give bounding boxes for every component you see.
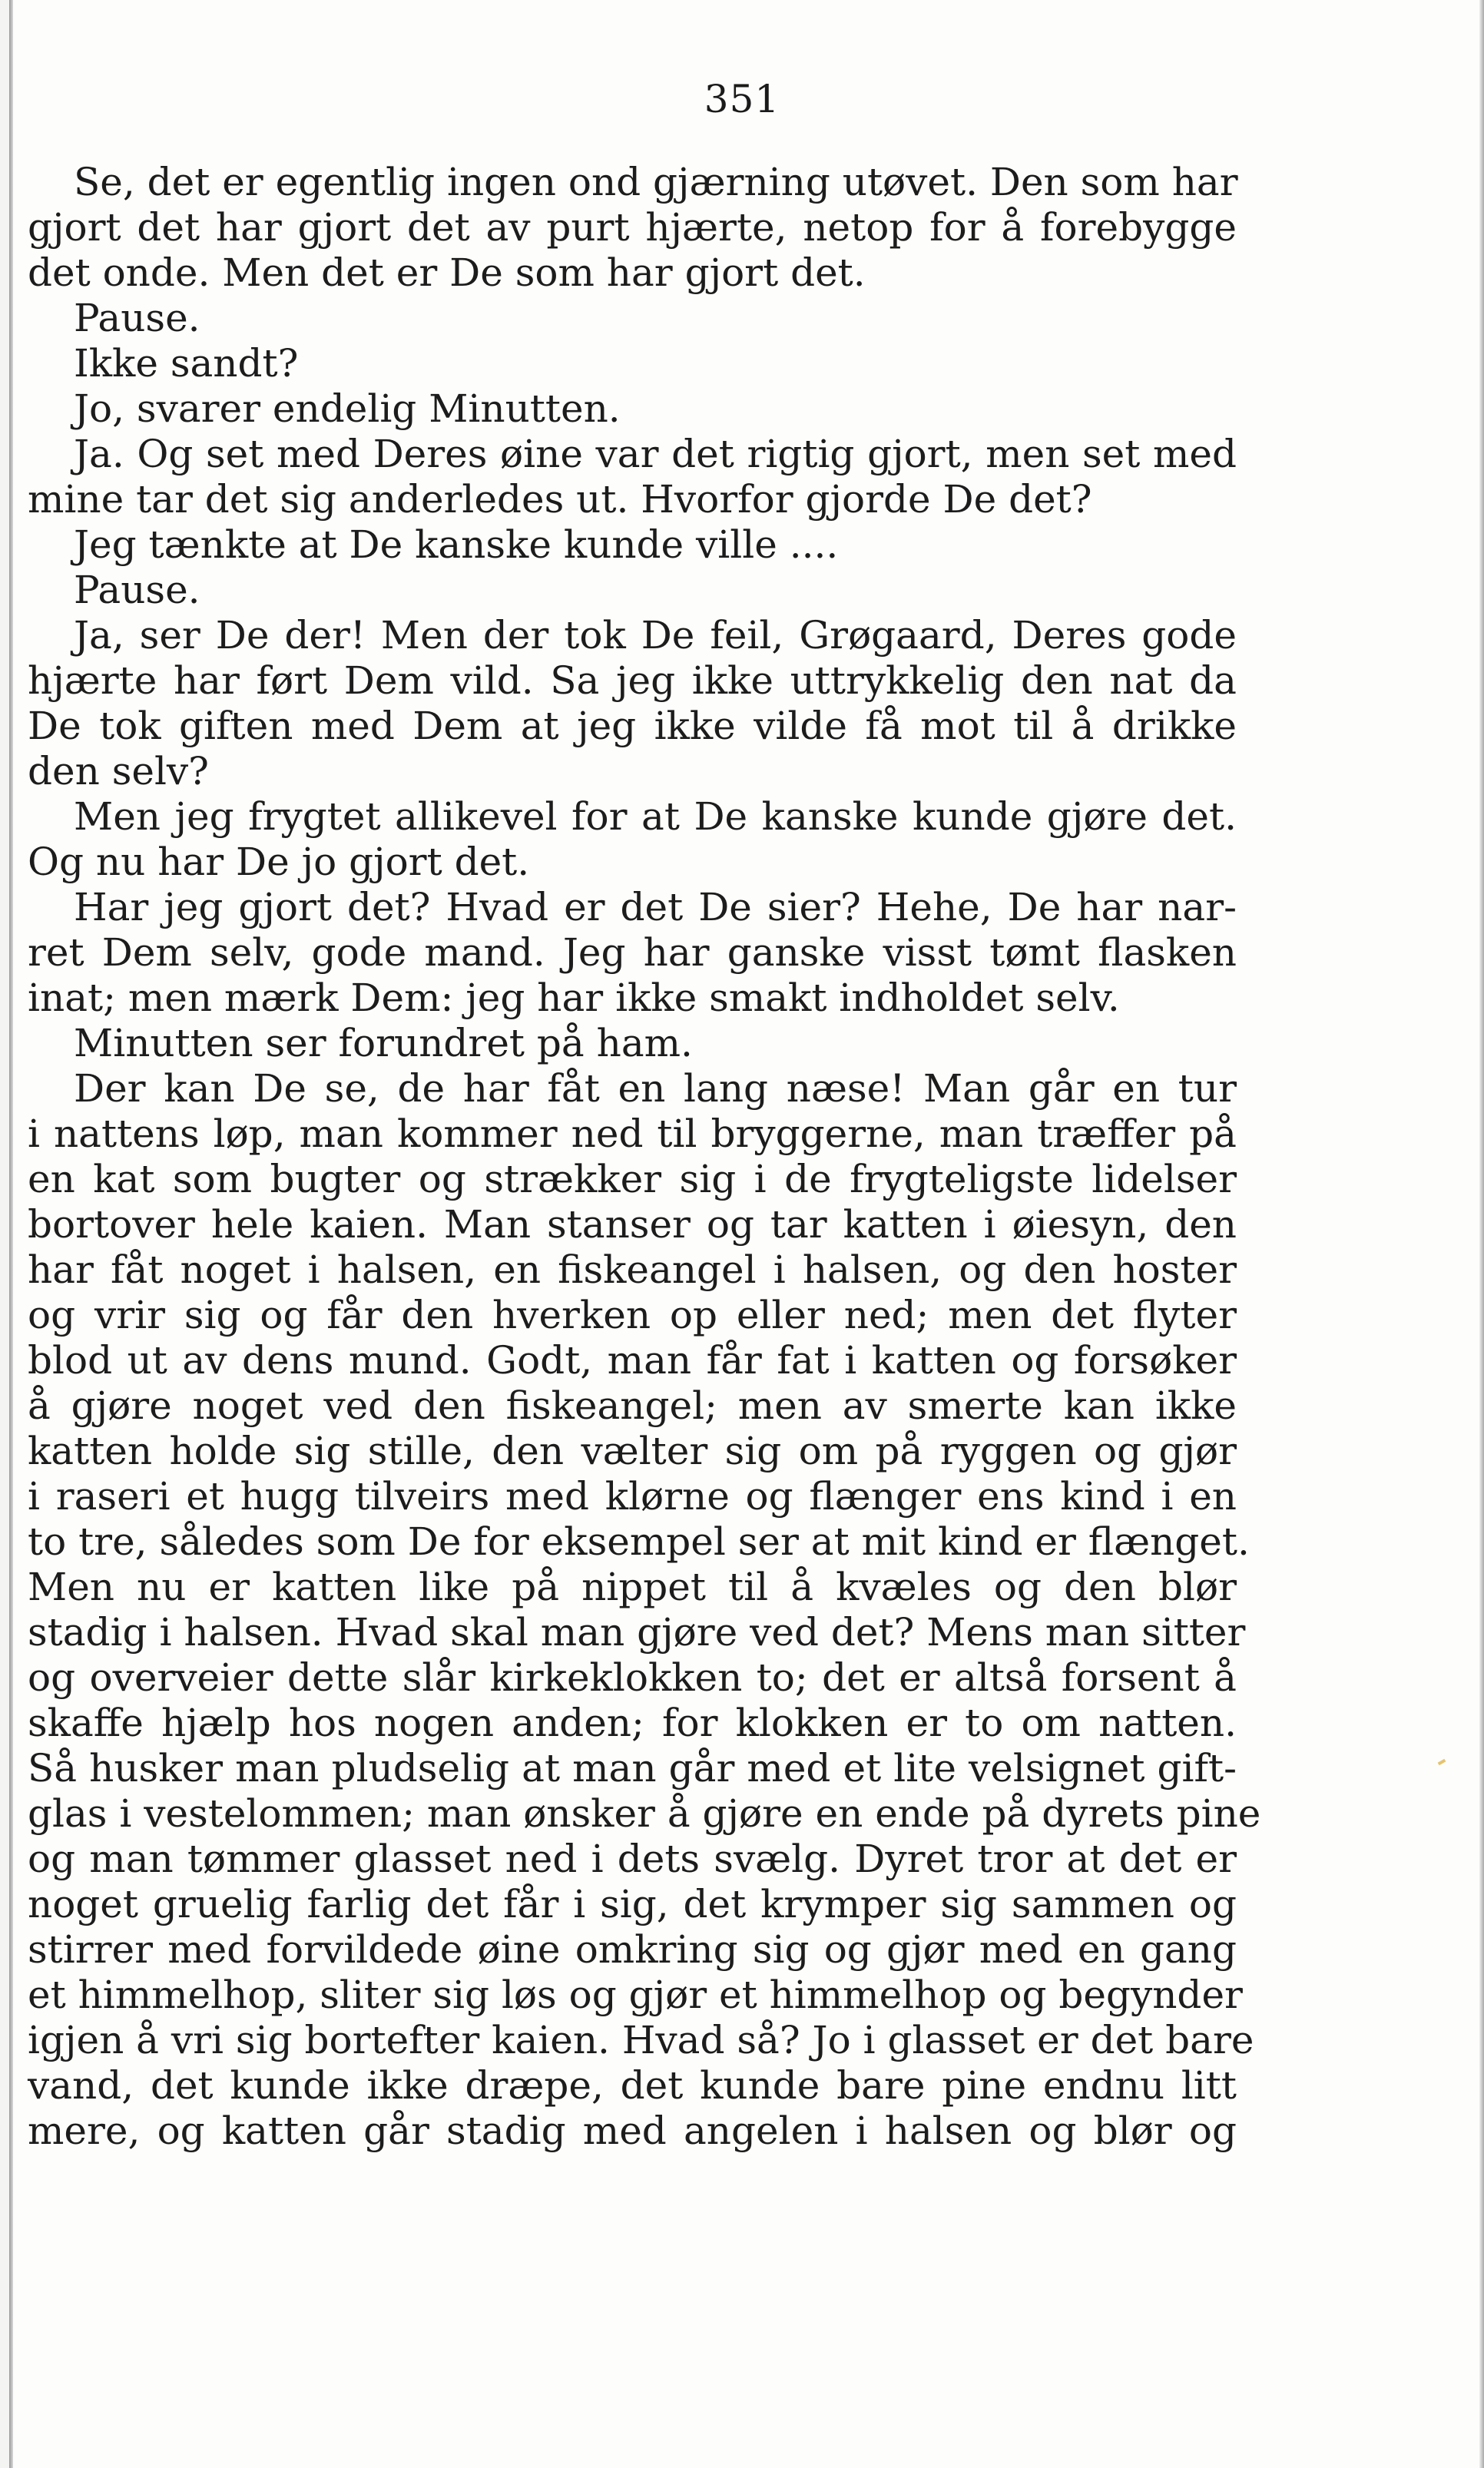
- text-line: Jo, svarer endelig Minutten.: [74, 386, 621, 431]
- text-line: De tok giften med Dem at jeg ikke vilde få mot til å drikke: [28, 704, 1237, 748]
- text-line: Men jeg frygtet allikevel for at De kanske kunde gjøre det.: [74, 794, 1237, 839]
- speck-mark: [1438, 1759, 1446, 1765]
- text-line: Der kan De se, de har fåt en lang næse! Man går en tur: [74, 1066, 1237, 1111]
- text-line: noget gruelig farlig det får i sig, det krymper sig sammen og: [28, 1882, 1237, 1926]
- text-line: ret Dem selv, gode mand. Jeg har ganske visst tømt flasken: [28, 930, 1237, 975]
- text-line: skaffe hjælp hos nogen anden; for klokken er to om natten.: [28, 1701, 1237, 1745]
- page-left-edge: [9, 0, 13, 2468]
- text-line: Så husker man pludselig at man går med et lite velsignet gift-: [28, 1746, 1237, 1791]
- text-line: en kat som bugter og strækker sig i de frygteligste lidelser: [28, 1157, 1237, 1201]
- page-left-margin: [0, 0, 9, 2468]
- text-line: Men nu er katten like på nippet til å kvæles og den blør: [28, 1565, 1237, 1609]
- body-text: [28, 160, 1261, 2154]
- text-line: mine tar det sig anderledes ut. Hvorfor gjorde De det?: [28, 477, 1092, 522]
- text-line: vand, det kunde ikke dræpe, det kunde bare pine endnu litt: [28, 2063, 1237, 2108]
- text-line: et himmelhop, sliter sig løs og gjør et himmelhop og begynder: [28, 1973, 1243, 2017]
- text-line: Jeg tænkte at De kanske kunde ville ....: [74, 522, 839, 567]
- text-line: Pause.: [74, 296, 200, 340]
- text-line: gjort det har gjort det av purt hjærte, netop for å forebygge: [28, 205, 1237, 250]
- text-line: Ikke sandt?: [74, 341, 299, 386]
- text-line: inat; men mærk Dem: jeg har ikke smakt indholdet selv.: [28, 976, 1120, 1020]
- text-line: har fåt noget i halsen, en fiskeangel i halsen, og den hoster: [28, 1247, 1237, 1292]
- text-line: og vrir sig og får den hverken op eller ned; men det flyter: [28, 1293, 1237, 1337]
- text-line: Pause.: [74, 568, 200, 612]
- text-line: Har jeg gjort det? Hvad er det De sier? Hehe, De har nar-: [74, 885, 1237, 929]
- text-line: i raseri et hugg tilveirs med klørne og flænger ens kind i en: [28, 1474, 1237, 1519]
- text-line: og overveier dette slår kirkeklokken to; det er altså forsent å: [28, 1655, 1237, 1700]
- text-line: å gjøre noget ved den fiskeangel; men av smerte kan ikke: [28, 1383, 1237, 1428]
- text-line: bortover hele kaien. Man stanser og tar katten i øiesyn, den: [28, 1202, 1237, 1247]
- text-line: Ja. Og set med Deres øine var det rigtig gjort, men set med: [74, 432, 1237, 476]
- text-line: igjen å vri sig bortefter kaien. Hvad så? Jo i glasset er det bare: [28, 2018, 1254, 2062]
- text-line: Minutten ser forundret på ham.: [74, 1021, 693, 1065]
- text-line: stirrer med forvildede øine omkring sig og gjør med en gang: [28, 1927, 1237, 1972]
- text-line: blod ut av dens mund. Godt, man får fat i katten og forsøker: [28, 1338, 1237, 1383]
- text-line: to tre, således som De for eksempel ser at mit kind er flænget.: [28, 1519, 1250, 1564]
- text-line: det onde. Men det er De som har gjort det.: [28, 250, 866, 295]
- text-line: hjærte har ført Dem vild. Sa jeg ikke uttrykkelig den nat da: [28, 658, 1237, 703]
- text-line: mere, og katten går stadig med angelen i halsen og blør og: [28, 2109, 1237, 2153]
- text-line: katten holde sig stille, den vælter sig om på ryggen og gjør: [28, 1429, 1237, 1473]
- text-line: Se, det er egentlig ingen ond gjærning utøvet. Den som har: [74, 160, 1238, 204]
- text-line: stadig i halsen. Hvad skal man gjøre ved det? Mens man sitter: [28, 1610, 1246, 1655]
- page-number: 351: [704, 77, 780, 121]
- text-line: i nattens løp, man kommer ned til bryggerne, man træffer på: [28, 1111, 1237, 1156]
- text-line: Og nu har De jo gjort det.: [28, 840, 530, 884]
- text-line: og man tømmer glasset ned i dets svælg. Dyret tror at det er: [28, 1837, 1237, 1881]
- text-line: den selv?: [28, 749, 209, 793]
- text-line: glas i vestelommen; man ønsker å gjøre en ende på dyrets pine: [28, 1791, 1261, 1836]
- page-right-edge: [1479, 0, 1484, 2468]
- text-line: Ja, ser De der! Men der tok De feil, Grøgaard, Deres gode: [74, 613, 1237, 658]
